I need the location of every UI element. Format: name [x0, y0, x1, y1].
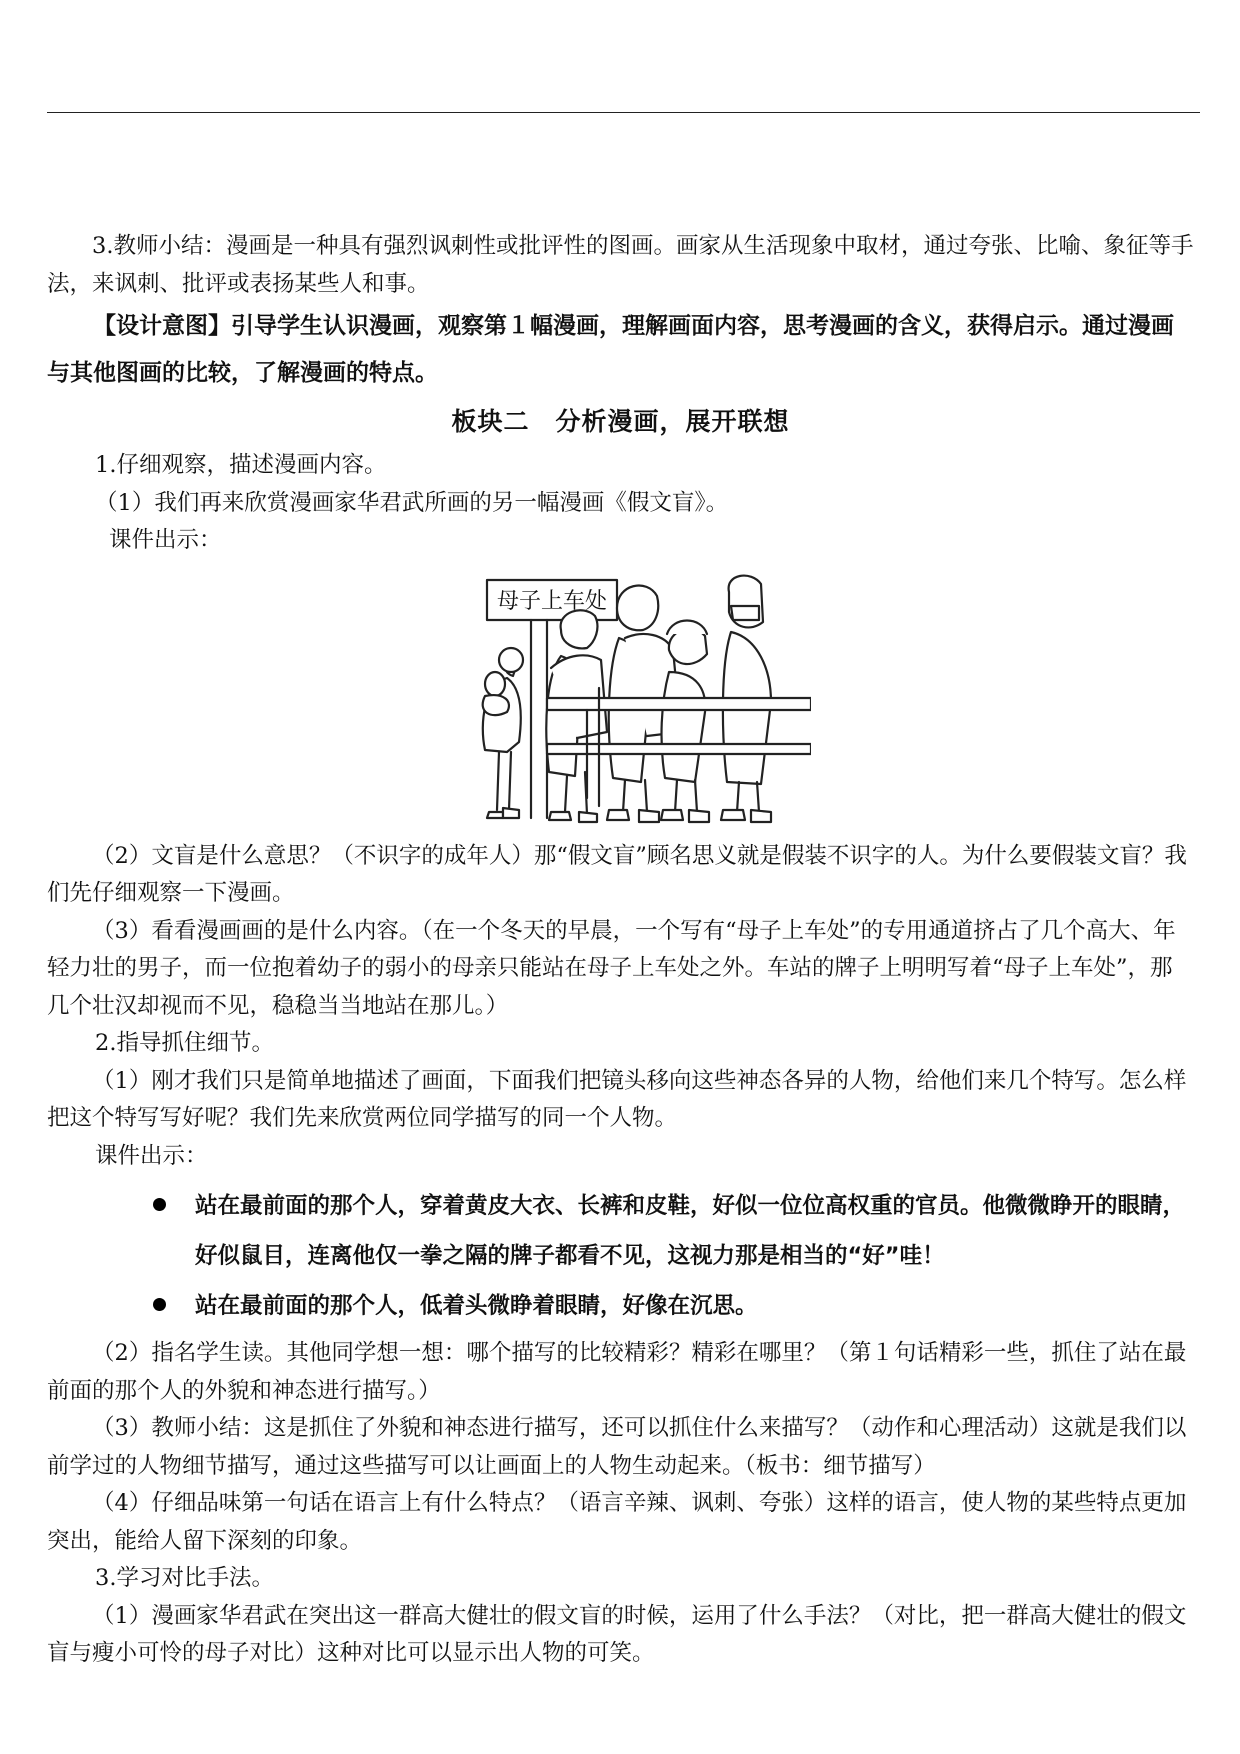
section1-paragraph-3: （3）看看漫画画的是什么内容。（在一个冬天的早晨，一个写有“母子上车处”的专用通道挤占了几个高大、年轻力壮的男子，而一位抱着幼子的弱小的母亲只能站在母子上车处之外。车站的牌子上明明写着“母子上车处”，那几个壮汉却视而不见，稳稳当当地站在那儿。） — [47, 917, 1176, 1019]
section1-paragraph-2: （2）文盲是什么意思？（不识字的成年人）那“假文盲”顾名思义就是假装不识字的人。为什么要假装文盲？我们先仔细观察一下漫画。 — [47, 842, 1187, 906]
design-intent-text: 引导学生认识漫画，观察第１幅漫画，理解画面内容，思考漫画的含义，获得启示。通过漫画与其他图画的比较，了解漫画的特点。 — [47, 313, 1174, 386]
section2-paragraph-2: （2）指名学生读。其他同学想一想：哪个描写的比较精彩？精彩在哪里？（第１句话精彩一些，抓住了站在最前面的那个人的外貌和神态进行描写。） — [47, 1340, 1187, 1404]
section1-heading: 1.仔细观察，描述漫画内容。 — [95, 452, 387, 478]
design-intent-paragraph — [47, 303, 1194, 397]
cartoon-illustration — [411, 572, 811, 830]
capped-man — [661, 620, 709, 822]
courseware-label-1: 课件出示： — [109, 527, 222, 553]
example-text-2: 站在最前面的那个人，低着头微睁着眼睛，好像在沉思。 — [195, 1293, 758, 1319]
header-rule — [47, 112, 1200, 113]
section2-paragraph-3: （3）教师小结：这是抓住了外貌和神态进行描写，还可以抓住什么来描写？（动作和心理活动）这就是我们以前学过的人物细节描写，通过这些描写可以让画面上的人物生动起来。（板书：细节描写） — [47, 1415, 1187, 1479]
bullet-icon — [153, 1198, 166, 1211]
example-text-1: 站在最前面的那个人，穿着黄皮大衣、长裤和皮鞋，好似一位位高权重的官员。他微微睁开的眼睛，好似鼠目，连离他仅一拳之隔的牌子都看不见，这视力那是相当的“好”哇！ — [195, 1193, 1186, 1269]
section3-paragraph-1: （1）漫画家华君武在突出这一群高大健壮的假文盲的时候，运用了什么手法？（对比，把一群高大健壮的假文盲与瘦小可怜的母子对比）这种对比可以显示出人物的可笑。 — [47, 1602, 1187, 1666]
bullet-icon — [153, 1298, 166, 1311]
document-body — [47, 228, 1194, 1673]
railing — [547, 688, 811, 806]
tall-man-1 — [546, 610, 607, 822]
block-title: 板块二 分析漫画，展开联想 — [451, 407, 790, 436]
section2-paragraph-1: （1）刚才我们只是简单地描述了画面，下面我们把镜头移向这些神态各异的人物，给他们来几个特写。怎么样把这个特写写好呢？我们先来欣赏两位同学描写的同一个人物。 — [47, 1067, 1187, 1131]
list-item — [153, 1281, 1194, 1331]
sign-text: 母子上车处 — [496, 588, 608, 614]
example-list — [47, 1181, 1194, 1331]
section1-paragraph-1: （1）我们再来欣赏漫画家华君武所画的另一幅漫画《假文盲》。 — [95, 489, 729, 516]
section2-paragraph-4: （4）仔细品味第一句话在语言上有什么特点？（语言辛辣、讽刺、夸张）这样的语言，使人物的某些特点更加突出，能给人留下深刻的印象。 — [47, 1490, 1187, 1554]
courseware-label-2: 课件出示： — [95, 1142, 208, 1169]
design-intent-tag: 【设计意图】 — [93, 313, 231, 339]
teacher-summary-paragraph: 3.教师小结：漫画是一种具有强烈讽刺性或批评性的图画。画家从生活现象中取材，通过夸张、比喻、象征等手法，来讽刺、批评或表扬某些人和事。 — [47, 233, 1194, 297]
section3-heading: 3.学习对比手法。 — [95, 1565, 274, 1591]
list-item — [153, 1181, 1194, 1281]
cartoon-figure — [47, 572, 1194, 830]
mother-and-baby — [483, 648, 523, 818]
section2-heading: 2.指导抓住细节。 — [95, 1030, 274, 1056]
